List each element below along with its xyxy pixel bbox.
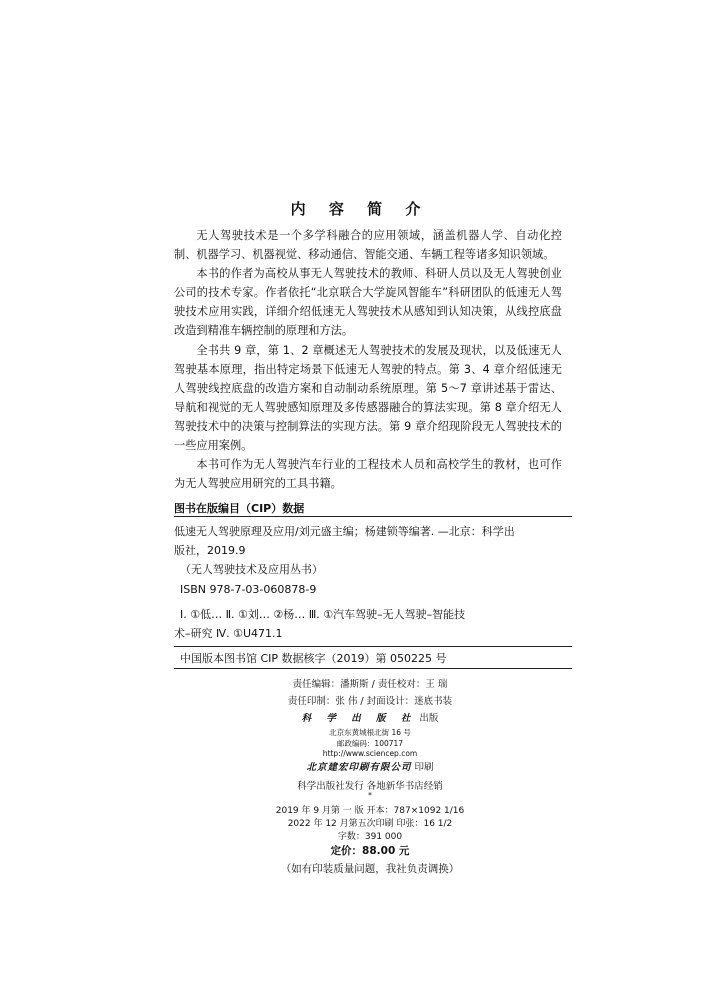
cip-heading: 图书在版编目（CIP）数据 bbox=[174, 502, 305, 515]
cip-classes-line-2: 术–研究 Ⅳ. ①U471.1 bbox=[174, 627, 283, 640]
cip-classes-line-1: Ⅰ. ①低… Ⅱ. ①刘… ②杨… Ⅲ. ①汽车驾驶–无人驾驶–智能技 bbox=[180, 608, 466, 621]
cip-mid-rule bbox=[174, 646, 572, 647]
cip-entry-line-1: 低速无人驾驶原理及应用/刘元盛主编；杨建锁等编著. —北京：科学出 bbox=[174, 525, 515, 538]
edition-line-2: 2022 年 12 月第五次印刷 印张：16 1/2 bbox=[287, 819, 453, 829]
printer-name: 北京建宏印刷有限公司 bbox=[306, 762, 412, 773]
publisher-suffix: 出版 bbox=[419, 713, 439, 724]
publisher-line bbox=[200, 710, 540, 724]
word-count: 字数：391 000 bbox=[337, 832, 403, 842]
publisher-name: 科 学 出 版 社 bbox=[301, 713, 417, 724]
cip-number: 中国版本图书馆 CIP 数据核字（2019）第 050225 号 bbox=[180, 652, 447, 665]
price: 定价：88.00 元 bbox=[330, 845, 410, 857]
printer-suffix: 印刷 bbox=[414, 762, 434, 773]
summary-paragraph-3: 全书共 9 章，第 1、2 章概述无人驾驶技术的发展及现状，以及低速无人驾驶基本原理，指出特定场景下低速无人驾驶的特点。第 3、4 章介绍低速无人驾驶线控底盘的改造方案和自动制动系统原理。第 5～7 章讲述基于雷达、导航和视觉的无人驾驶感知原理及多传感器融合的算法实现。第 8 章介绍无人驾驶技术中的决策与控制算法的实现方法。第 9 章介绍现阶段无人驾驶技术的一些应用案例。 bbox=[174, 343, 562, 453]
quality-notice: （如有印装质量问题，我社负责调换） bbox=[280, 863, 460, 875]
edition-line-1: 2019 年 9 月第 一 版 开本：787×1092 1/16 bbox=[275, 806, 465, 816]
printing-staff-line: 责任印制：张 伟 / 封面设计：迷底书装 bbox=[287, 696, 453, 707]
cip-series: （无人驾驶技术及应用丛书） bbox=[180, 563, 323, 576]
publisher-url: http://www.sciencep.com bbox=[322, 749, 418, 758]
separator-star: * bbox=[368, 791, 372, 800]
cip-entry-line-2: 版社，2019.9 bbox=[174, 544, 246, 557]
summary-paragraph-1: 无人驾驶技术是一个多学科融合的应用领域，涵盖机器人学、自动化控制、机器学习、机器视觉、移动通信、智能交通、车辆工程等诸多知识领域。 bbox=[174, 229, 562, 262]
cip-bottom-rule bbox=[174, 668, 572, 669]
summary-paragraph-2: 本书的作者为高校从事无人驾驶技术的教师、科研人员以及无人驾驶创业公司的技术专家。作者依托“北京联合大学旋风智能车”科研团队的低速无人驾驶技术应用实践，详细介绍低速无人驾驶技术从感知到认知决策，从线控底盘改造到精准车辆控制的原理和方法。 bbox=[174, 267, 562, 338]
cip-isbn: ISBN 978-7-03-060878-9 bbox=[180, 583, 317, 596]
publisher-postcode: 邮政编码：100717 bbox=[336, 739, 404, 748]
printer-line bbox=[200, 759, 540, 773]
distribution-line: 科学出版社发行 各地新华书店经销 bbox=[297, 781, 443, 792]
summary-paragraph-4: 本书可作为无人驾驶汽车行业的工程技术人员和高校学生的教材，也可作为无人驾驶应用研究的工具书籍。 bbox=[174, 458, 562, 491]
editors-line: 责任编辑：潘斯斯 / 责任校对：王 瑞 bbox=[292, 679, 448, 690]
summary-title: 内 容 简 介 bbox=[290, 200, 430, 218]
summary-body bbox=[174, 226, 562, 493]
publisher-address: 北京东黄城根北街 16 号 bbox=[329, 728, 411, 737]
cip-top-rule bbox=[174, 516, 572, 517]
